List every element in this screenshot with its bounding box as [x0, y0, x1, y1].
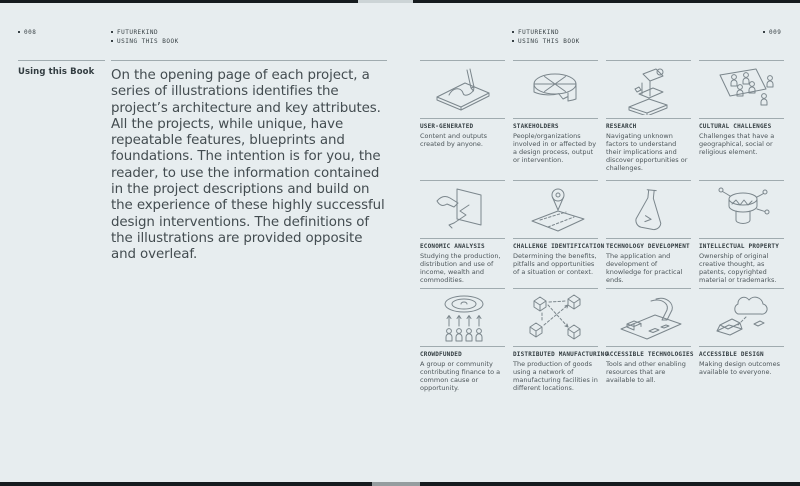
grid-cell-description: The application and development of knowledge for practical ends.	[606, 252, 683, 284]
cultural-challenges-icon	[699, 60, 784, 118]
user-generated-icon	[420, 60, 505, 118]
grid-cell-label: CHALLENGE IDENTIFICATION	[513, 243, 605, 250]
bullet-icon	[111, 40, 113, 42]
grid-cell-label: RESEARCH	[606, 123, 637, 130]
grid-cell-cultural-challenges	[699, 60, 784, 180]
grid-cell-description: Making design outcomes available to everyone.	[699, 360, 781, 376]
grid-cell-accessible-design	[699, 288, 784, 392]
grid-cell-label: USER-GENERATED	[420, 123, 474, 130]
intellectual-property-icon	[699, 180, 784, 238]
grid-cell-description: Challenges that have a geographical, social or religious element.	[699, 132, 775, 156]
bullet-icon	[111, 31, 113, 33]
accessible-technologies-icon	[606, 288, 691, 346]
page-number-left	[18, 28, 36, 37]
illustration-grid	[420, 60, 784, 392]
stakeholders-icon	[513, 60, 598, 118]
page-number: 008	[24, 29, 37, 36]
book-spine-notch	[372, 482, 420, 486]
economic-analysis-icon	[420, 180, 505, 238]
grid-cell-accessible-technologies	[606, 288, 694, 392]
grid-cell-user-generated	[420, 60, 505, 180]
bullet-icon	[763, 31, 765, 33]
technology-development-icon	[606, 180, 691, 238]
book-title: FUTUREKIND	[518, 29, 560, 36]
grid-cell-label: ECONOMIC ANALYSIS	[420, 243, 485, 250]
grid-cell-label: DISTRIBUTED MANUFACTURING	[513, 351, 609, 358]
grid-cell-label: ACCESSIBLE DESIGN	[699, 351, 764, 358]
grid-cell-technology-development	[606, 180, 691, 288]
photo-top-edge	[0, 0, 800, 3]
grid-cell-research	[606, 60, 691, 180]
grid-cell-label: CULTURAL CHALLENGES	[699, 123, 772, 130]
page-number-right	[763, 28, 781, 37]
grid-cell-label: CROWDFUNDED	[420, 351, 462, 358]
page-number: 009	[769, 29, 782, 36]
photo-bottom-edge	[0, 482, 800, 486]
book-spine-notch	[358, 0, 413, 3]
grid-cell-stakeholders	[513, 60, 598, 180]
research-icon	[606, 60, 691, 118]
grid-cell-description: Studying the production, distribution and use of income, wealth and commodities.	[420, 252, 501, 284]
running-head-left	[111, 28, 179, 46]
grid-cell-description: Ownership of original creative thought, as patents, copyrighted material or trademarks.	[699, 252, 777, 284]
grid-cell-description: Determining the benefits, pitfalls and opportunities of a situation or context.	[513, 252, 597, 276]
section-label: Using this Book	[18, 60, 105, 77]
accessible-design-icon	[699, 288, 784, 346]
bullet-icon	[512, 40, 514, 42]
crowdfunded-icon	[420, 288, 505, 346]
grid-cell-description: Tools and other enabling resources that are available to all.	[606, 360, 686, 384]
grid-cell-challenge-identification	[513, 180, 605, 288]
grid-cell-label: STAKEHOLDERS	[513, 123, 559, 130]
bullet-icon	[512, 31, 514, 33]
grid-cell-label: TECHNOLOGY DEVELOPMENT	[606, 243, 690, 250]
distributed-manufacturing-icon	[513, 288, 598, 346]
bullet-icon	[18, 31, 20, 33]
grid-cell-crowdfunded	[420, 288, 505, 392]
grid-cell-intellectual-property	[699, 180, 784, 288]
grid-cell-description: Navigating unknown factors to understand their implications and discover opportunities or challenges.	[606, 132, 688, 172]
running-head-right	[512, 28, 580, 46]
section-title: USING THIS BOOK	[518, 38, 580, 45]
grid-cell-description: People/organizations involved in or affected by a design process, output or intervention.	[513, 132, 597, 164]
grid-cell-label: INTELLECTUAL PROPERTY	[699, 243, 780, 250]
grid-cell-description: A group or community contributing finance to a common cause or opportunity.	[420, 360, 501, 392]
grid-cell-economic-analysis	[420, 180, 505, 288]
challenge-identification-icon	[513, 180, 598, 238]
grid-cell-label: ACCESSIBLE TECHNOLOGIES	[606, 351, 694, 358]
section-title: USING THIS BOOK	[117, 38, 179, 45]
grid-cell-description: Content and outputs created by anyone.	[420, 132, 488, 148]
grid-cell-description: The production of goods using a network of manufacturing facilities in different locations.	[513, 360, 598, 392]
book-title: FUTUREKIND	[117, 29, 159, 36]
grid-cell-distributed-manufacturing	[513, 288, 609, 392]
intro-paragraph: On the opening page of each project, a series of illustrations identifies the project’s architecture and key attributes. All the projects, while unique, have repeatable features, blueprints and foundations. The intention is for you, the reader, to use the information contained in the project descriptions and build on the experience of these highly successful design interventions. The definitions of the illustrations are provided opposite and overleaf.	[111, 60, 387, 264]
